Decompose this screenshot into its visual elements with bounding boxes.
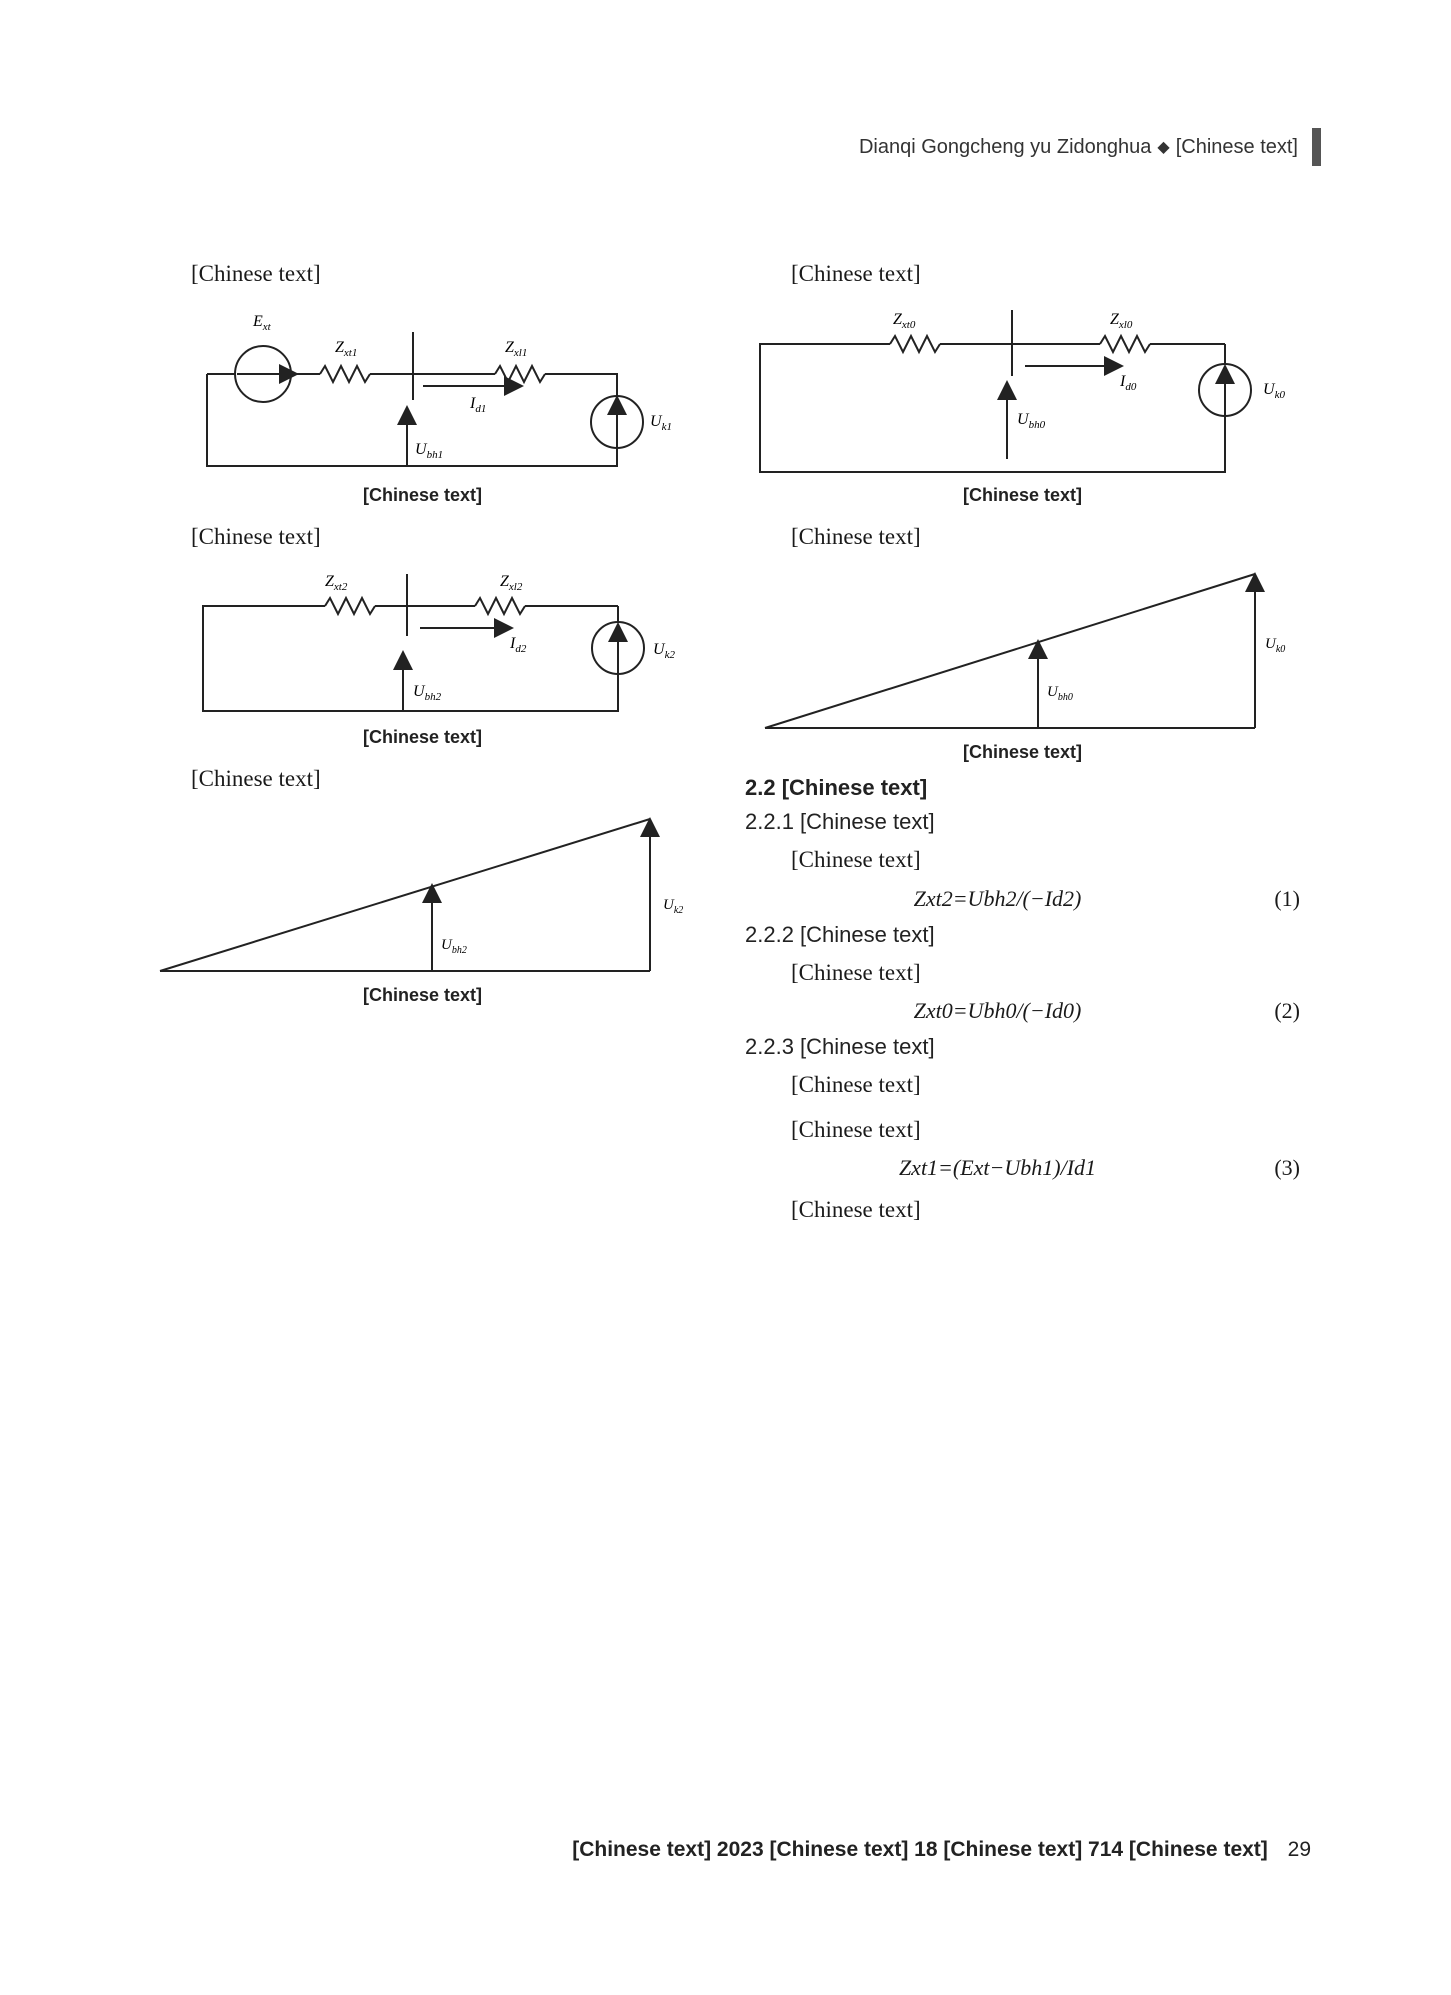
- equation-1-number: (1): [1274, 885, 1300, 911]
- issue-info: [Chinese text] 2023 [Chinese text] 18 [Chinese text] 714 [Chinese text]: [572, 1838, 1268, 1861]
- left-column: [145, 255, 700, 1018]
- resistor-icon: [475, 598, 525, 614]
- svg-text:Uk2: $U_{k2}$: [663, 896, 684, 916]
- figure-2: [145, 304, 700, 506]
- resistor-icon: [890, 336, 940, 352]
- running-header: [859, 128, 1321, 166]
- svg-text:Zxt1: $Z_{xt1}$: [335, 338, 358, 359]
- svg-text:Ubh2: $U_{bh2}$: [441, 936, 467, 956]
- equation-1: [745, 886, 1300, 912]
- svg-text:Uk0: $U_{k0}$: [1263, 380, 1285, 401]
- paragraph-fig3-intro: [Chinese text]: [191, 523, 321, 549]
- paragraph-method-1: [Chinese text]: [791, 1116, 921, 1142]
- negative-sequence-voltage-distribution-diagram: [145, 809, 700, 979]
- svg-text:Uk0: $U_{k0}$: [1265, 636, 1286, 655]
- figure-5-caption: [Chinese text]: [962, 484, 1083, 505]
- paragraph-method-1-limitation: [Chinese text]: [791, 1197, 921, 1222]
- journal-chinese-title: [Chinese text]: [1175, 135, 1298, 158]
- equation-3: [745, 1155, 1300, 1181]
- svg-text:Id1: $I_{d1}$: [470, 394, 487, 415]
- paragraph-fig5-intro: [Chinese text]: [791, 261, 921, 286]
- equation-2-number: (2): [1274, 998, 1300, 1023]
- svg-text:Ubh2: $U_{bh2}$: [413, 683, 442, 703]
- figure-6: [745, 566, 1300, 763]
- svg-text:Zxt0: $Z_{xt0}$: [893, 310, 916, 331]
- svg-text:Zxl0: $Z_{xl0}$: [1110, 310, 1133, 331]
- negative-sequence-network-diagram: [145, 566, 700, 721]
- figure-3-caption: [Chinese text]: [362, 727, 483, 747]
- section-heading-2-2: 2.2 [Chinese text]: [745, 775, 928, 800]
- paragraph-fig2-intro: [Chinese text]: [191, 261, 321, 286]
- equation-3-number: (3): [1274, 1155, 1300, 1180]
- zero-sequence-network-diagram: [745, 304, 1300, 479]
- page-number: 29: [1287, 1838, 1311, 1861]
- svg-text:Ubh0: $U_{bh0}$: [1047, 684, 1073, 703]
- resistor-icon: [320, 366, 370, 382]
- positive-sequence-network-diagram: [145, 304, 700, 479]
- figure-6-caption: [Chinese text]: [962, 742, 1083, 762]
- equation-2: [745, 998, 1300, 1024]
- zero-sequence-voltage-distribution-diagram: [745, 566, 1300, 736]
- header-bar: [1312, 128, 1321, 166]
- resistor-icon: [325, 598, 375, 614]
- svg-text:Zxl1: $Z_{xl1}$: [505, 338, 528, 359]
- equation-1-expression: Zxt2=Ubh2/(−Id2): [913, 885, 1082, 911]
- figure-2-caption: [Chinese text]: [362, 484, 483, 505]
- paragraph-zero-impedance: [Chinese text]: [791, 959, 921, 985]
- svg-text:Zxl2: $Z_{xl2}$: [500, 573, 523, 593]
- svg-text:Zxt2: $Z_{xt2}$: [325, 573, 348, 593]
- paragraph-positive-impedance: [Chinese text]: [791, 1072, 921, 1097]
- svg-text:Ubh0: $U_{bh0}$: [1017, 410, 1046, 431]
- paragraph-negative-impedance: [Chinese text]: [791, 847, 921, 872]
- right-column: [745, 255, 1300, 1236]
- page-footer: [572, 1838, 1311, 1862]
- svg-text:Uk1: $U_{k1}$: [650, 412, 672, 433]
- section-heading-2-2-2: 2.2.2 [Chinese text]: [745, 921, 935, 947]
- paragraph-fig6-intro: [Chinese text]: [791, 523, 921, 549]
- journal-latin-title: Dianqi Gongcheng yu Zidonghua: [858, 135, 1152, 158]
- resistor-icon: [1100, 336, 1150, 352]
- figure-3: [145, 566, 700, 748]
- section-heading-2-2-1: 2.2.1 [Chinese text]: [745, 809, 935, 834]
- diamond-icon: ◆: [1157, 139, 1170, 156]
- equation-2-expression: Zxt0=Ubh0/(−Id0): [913, 998, 1082, 1023]
- svg-text:Ext: $E_{xt}$: [253, 312, 271, 333]
- figure-4: [145, 809, 700, 1006]
- resistor-icon: [495, 366, 545, 382]
- equation-3-expression: Zxt1=(Ext−Ubh1)/Id1: [898, 1155, 1097, 1180]
- figure-5: [745, 304, 1300, 506]
- svg-text:Ubh1: $U_{bh1}$: [415, 440, 444, 461]
- svg-text:Id0: $I_{d0}$: [1120, 372, 1137, 393]
- svg-text:Id2: $I_{d2}$: [510, 635, 527, 655]
- svg-text:Uk2: $U_{k2}$: [653, 641, 675, 661]
- figure-4-caption: [Chinese text]: [362, 984, 483, 1005]
- section-heading-2-2-3: 2.2.3 [Chinese text]: [745, 1034, 935, 1059]
- paragraph-fig4-intro: [Chinese text]: [191, 766, 321, 791]
